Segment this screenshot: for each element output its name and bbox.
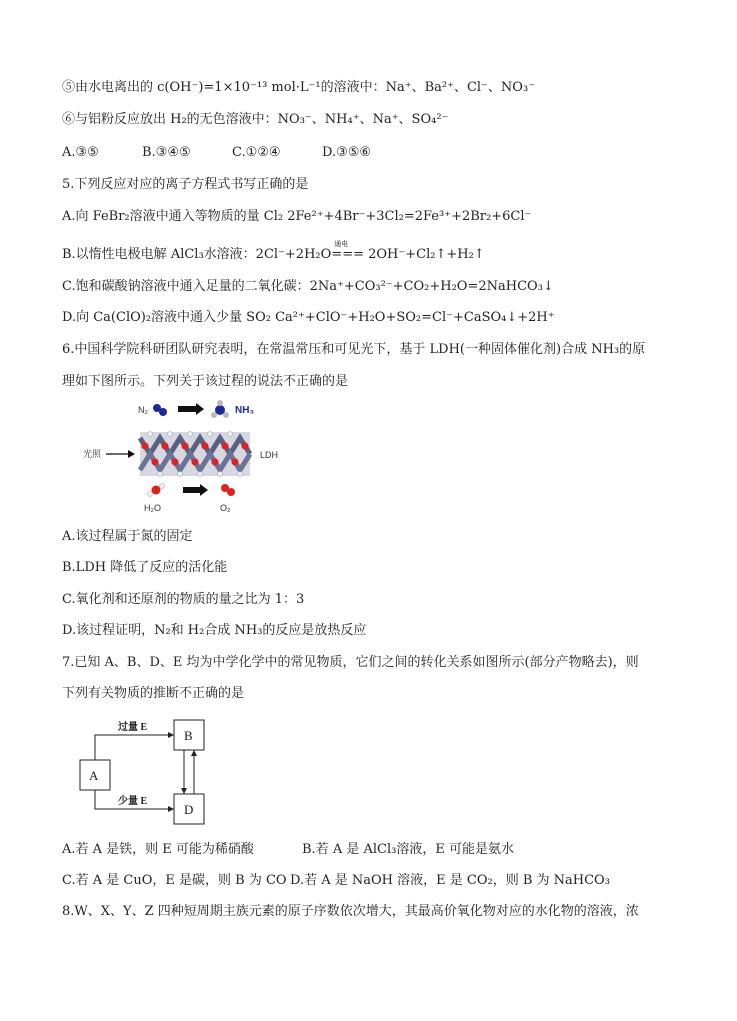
q5-option-c: C.饱和碳酸钠溶液中通入足量的二氧化碳：2Na⁺+CO₃²⁻+CO₂+H₂O=2NaHCO₃↓	[62, 279, 554, 294]
h2o-molecule	[148, 484, 165, 497]
q6-option-b: B.LDH 降低了反应的活化能	[62, 560, 228, 575]
arrowhead-icon	[181, 788, 187, 794]
label-little-e: 少量 E	[118, 796, 148, 807]
arrowhead-icon	[168, 806, 174, 812]
label-n2: N₂	[138, 405, 148, 415]
q6-option-a: A.该过程属于氮的固定	[62, 529, 193, 544]
q7-option-b: B.若 A 是 AlCl₃溶液，E 可能是氨水	[302, 842, 514, 857]
q5-option-d: D.向 Ca(ClO)₂溶液中通入少量 SO₂ Ca²⁺+ClO⁻+H₂O+SO₂=Cl⁻+CaSO₄↓+2H⁺	[62, 310, 555, 325]
q4-option-d: D.③⑤⑥	[322, 145, 372, 160]
reaction-arrow	[331, 240, 364, 265]
q7-option-d: D.若 A 是 NaOH 溶液，E 是 CO₂，则 B 为 NaHCO₃	[290, 873, 610, 888]
q7-option-c: C.若 A 是 CuO，E 是碳，则 B 为 CO	[62, 873, 287, 888]
q4-option-c: C.①②④	[232, 145, 281, 160]
q6-option-d: D.该过程证明，N₂和 H₂合成 NH₃的反应是放热反应	[62, 623, 367, 638]
label-nh3: NH₃	[235, 405, 255, 416]
o2-molecule	[221, 484, 235, 496]
q5-option-b-products: 2OH⁻+Cl₂↑+H₂↑	[363, 247, 485, 262]
ldh-lattice	[140, 432, 250, 477]
arrow-icon	[178, 403, 204, 415]
q6-stem-line2: 理如下图所示。下列关于该过程的说法不正确的是	[62, 374, 349, 389]
label-excess-e: 过量 E	[118, 722, 148, 733]
arrow-a-to-b	[95, 735, 168, 760]
box-b-label: B	[184, 728, 193, 743]
q4-option-a: A.③⑤	[62, 145, 99, 160]
q5-option-b-text: B.以惰性电极电解 AlCl₃水溶液：2Cl⁻+2H₂O	[62, 247, 332, 262]
ldh-catalysis-figure	[78, 398, 298, 518]
label-o2: O₂	[220, 503, 231, 513]
reaction-condition: 通电	[334, 240, 349, 248]
q6-option-c: C.氧化剂和还原剂的物质的量之比为 1：3	[62, 592, 305, 607]
arrowhead-icon	[191, 750, 197, 756]
q8-stem: 8.W、X、Y、Z 四种短周期主族元素的原子序数依次增大，其最高价氧化物对应的水化物的溶液，浓	[62, 904, 639, 919]
q4-option-b: B.③④⑤	[142, 145, 191, 160]
label-h2o: H₂O	[144, 503, 161, 513]
box-d-label: D	[184, 802, 194, 817]
condition-6: ⑥与铝粉反应放出 H₂的无色溶液中：NO₃⁻、NH₄⁺、Na⁺、SO₄²⁻	[62, 112, 449, 127]
box-a-label: A	[89, 768, 99, 783]
q7-option-a: A.若 A 是铁，则 E 可能为稀硝酸	[62, 842, 254, 857]
n2-molecule	[153, 404, 167, 416]
q6-stem-line1: 6.中国科学院科研团队研究表明，在常温常压和可见光下，基于 LDH(一种固体催化剂)合成 NH₃的原	[62, 342, 646, 357]
condition-5: ⑤由水电离出的 c(OH⁻)=1×10⁻¹³ mol·L⁻¹的溶液中：Na⁺、Ba²⁺、Cl⁻、NO₃⁻	[62, 80, 536, 95]
q5-option-b	[62, 240, 485, 265]
arrow-icon	[183, 484, 208, 496]
nh3-molecule	[211, 400, 229, 418]
q5-option-a: A.向 FeBr₂溶液中通入等物质的量 Cl₂ 2Fe²⁺+4Br⁻+3Cl₂=2Fe³⁺+2Br₂+6Cl⁻	[62, 209, 532, 224]
equals-sign: ===	[331, 247, 364, 262]
label-light: 光照	[83, 449, 102, 459]
q5-stem: 5.下列反应对应的离子方程式书写正确的是	[62, 177, 309, 192]
arrowhead-icon	[168, 732, 174, 738]
label-ldh: LDH	[260, 450, 279, 460]
conversion-flow-diagram	[76, 716, 236, 834]
light-arrowhead	[128, 450, 135, 458]
q7-stem-line1: 7.已知 A、B、D、E 均为中学化学中的常见物质，它们之间的转化关系如图所示(部分产物略去)，则	[62, 655, 639, 670]
q7-stem-line2: 下列有关物质的推断不正确的是	[62, 686, 245, 701]
